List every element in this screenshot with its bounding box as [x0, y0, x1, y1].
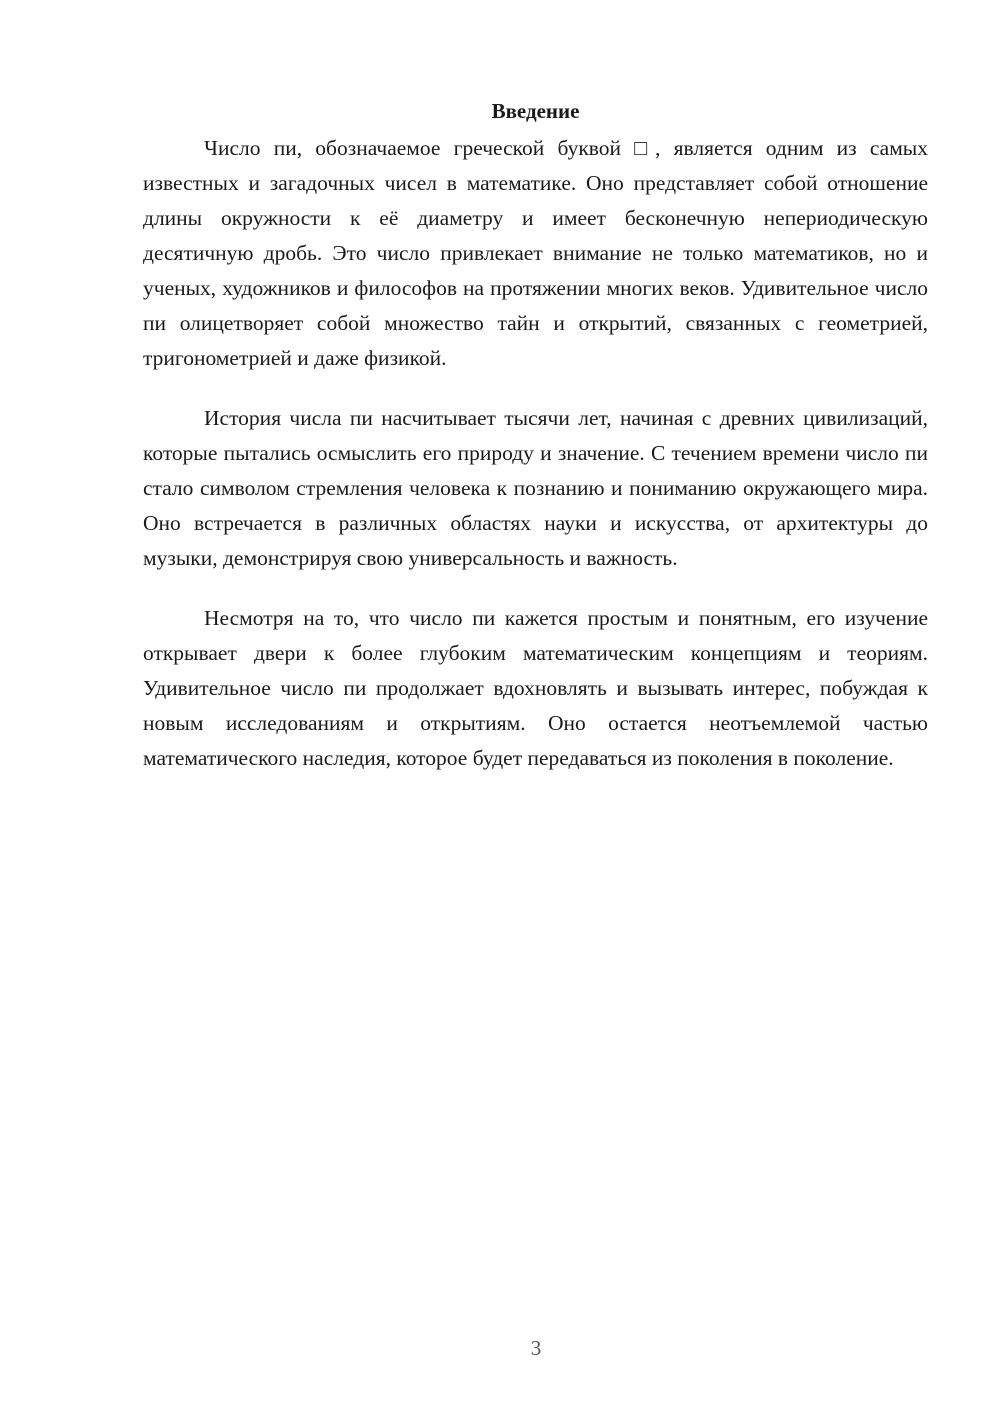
- paragraph-3: Несмотря на то, что число пи кажется простым и понятным, его изучение открывает двери к более глубоким математическим концепциям и теориям. Удивительное число пи продолжает вдохновлять и вызывать интерес, побуждая к новым исследованиям и открытиям. Оно остается неотъемлемой частью математического наследия, которое будет передаваться из поколения в поколение.: [143, 606, 928, 770]
- page-content: [143, 96, 928, 801]
- paragraph-1: Число пи, обозначаемое греческой буквой □, является одним из самых известных и загадочных чисел в математике. Оно представляет собой отношение длины окружности к её диаметру и имеет бесконечную непериодическую десятичную дробь. Это число привлекает внимание не только математиков, но и ученых, художников и философов на протяжении многих веков. Удивительное число пи олицетворяет собой множество тайн и открытий, связанных с геометрией, тригонометрией и даже физикой.: [143, 136, 928, 370]
- page-number: 3: [530, 1336, 542, 1360]
- paragraph-2: История числа пи насчитывает тысячи лет, начиная с древних цивилизаций, которые пытались осмыслить его природу и значение. С течением времени число пи стало символом стремления человека к познанию и пониманию окружающего мира. Оно встречается в различных областях науки и искусства, от архитектуры до музыки, демонстрируя свою универсальность и важность.: [143, 406, 928, 570]
- section-title: Введение: [491, 99, 580, 123]
